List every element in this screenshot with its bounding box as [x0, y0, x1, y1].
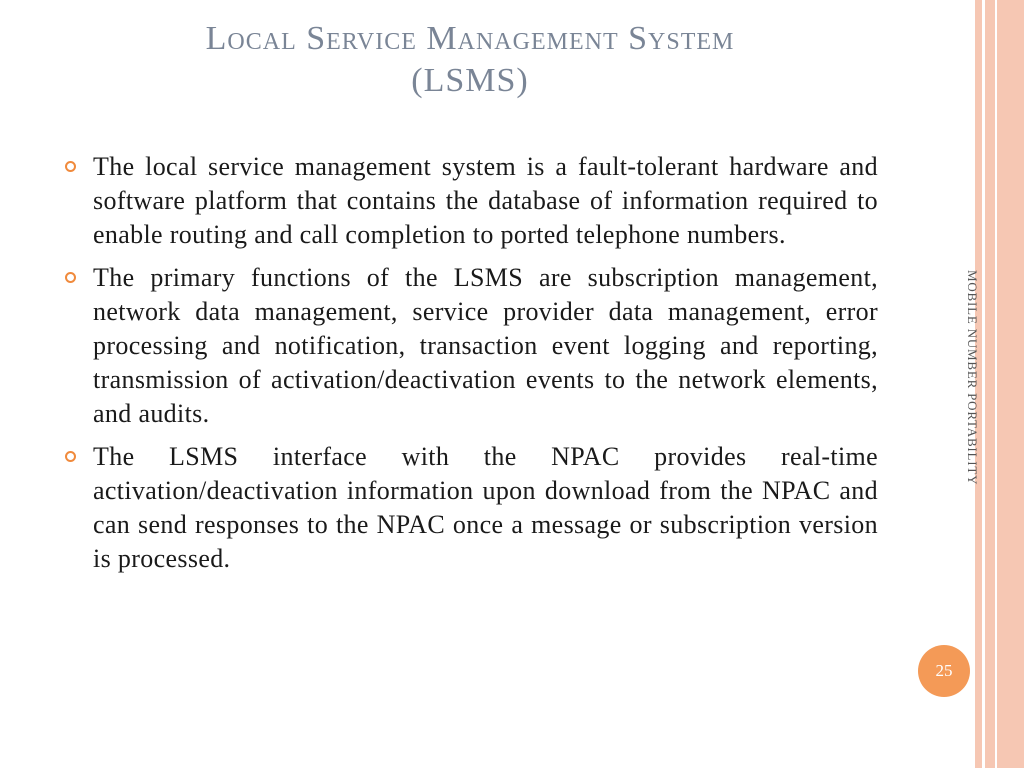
decorative-stripe — [985, 0, 995, 768]
circle-bullet-icon — [65, 161, 76, 172]
slide-title-line1: Local Service Management System — [205, 20, 735, 57]
slide-title-line2: (LSMS) — [411, 62, 529, 99]
circle-bullet-icon — [65, 272, 76, 283]
bullet-text: The primary functions of the LSMS are subscription management, network data management, service provider data management, error processing and notification, transaction event logging and reporting, transmission of activation/deactivation events to the network elements, and audits. — [93, 263, 878, 428]
decorative-stripe — [997, 0, 1024, 768]
side-label: MOBILE NUMBER PORTABILITY — [965, 270, 980, 486]
circle-bullet-icon — [65, 451, 76, 462]
page-number-badge: 25 — [918, 645, 970, 697]
slide-title — [60, 18, 880, 102]
bullet-text: The local service management system is a fault-tolerant hardware and software platform that contains the database of information required to enable routing and call completion to ported telephone numbers. — [93, 152, 878, 249]
bullet-text: The LSMS interface with the NPAC provides real-time activation/deactivation information upon download from the NPAC and can send responses to the NPAC once a message or subscription version is processed. — [93, 442, 878, 573]
bullet-item — [62, 150, 878, 252]
bullet-item — [62, 261, 878, 431]
bullet-item — [62, 440, 878, 576]
bullet-list — [62, 150, 878, 585]
